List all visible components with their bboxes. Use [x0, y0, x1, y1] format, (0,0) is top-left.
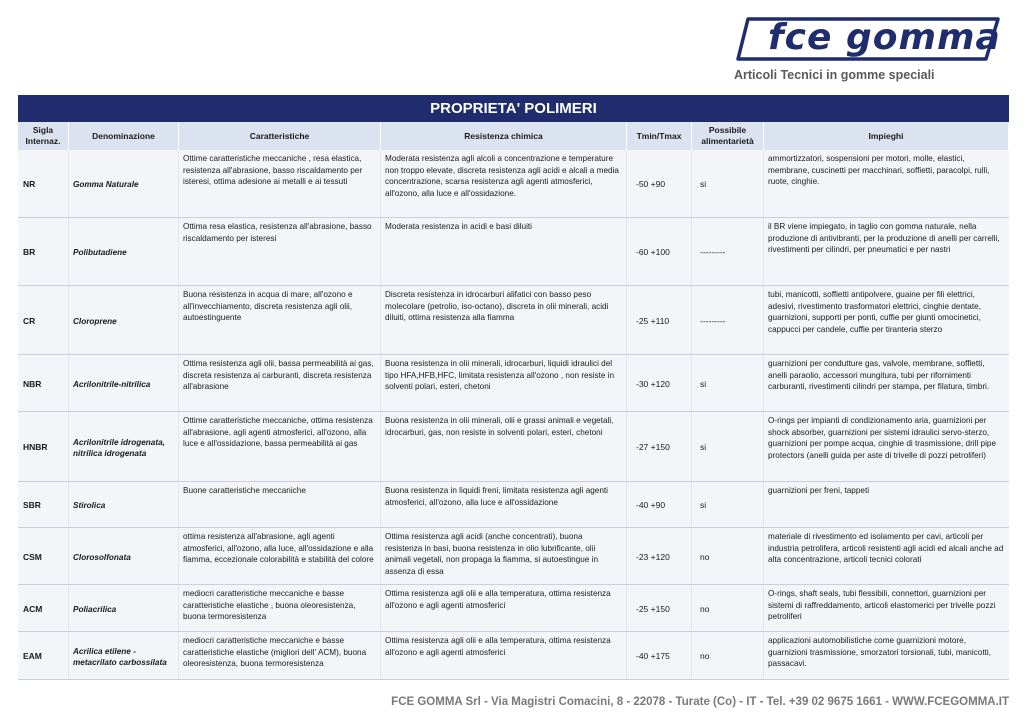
resistenza-cell: Buona resistenza in olii minerali, olii e grassi animali e vegetali, idrocarburi, gas, non resiste in solventi polari, esteri, chetoni	[381, 412, 627, 481]
impieghi-cell: guarnizioni per freni, tappeti	[768, 486, 870, 495]
resistenza-cell: Buona resistenza in olii minerali, idrocarburi, liquidi idraulici del tipo HFA,HFB,HFC, limitata resistenza all'ozono , non resiste in solventi polari, esteri, chetoni	[381, 355, 627, 411]
column-header: Denominazione	[69, 122, 179, 150]
column-header: Tmin/Tmax	[627, 122, 692, 150]
impieghi-cell: O-rings per impianti di condizionamento aria, guarnizioni per shock absorber, guarnizioni per sistemi idraulici servo-sterzo, guarnizioni per pompe acqua, cinghie di trasmissione, drill pipe protectors (anelli guida per aste di trivelle di pozzi petroliferi)	[768, 416, 997, 460]
temp-cell: -25 +150	[627, 585, 692, 631]
denominazione-cell: Acrilonitrile-nitrilica	[69, 355, 179, 411]
caratteristiche-cell: ottima resistenza all'abrasione, agli agenti atmosferici, all'ozono, alla luce, all'ossidazione e alla fiamma, eccezionale colorabilità e stabilità del colore	[179, 528, 381, 584]
caratteristiche-cell: Ottima resistenza agli olii, bassa permeabilità ai gas, discreta resistenza ai carburanti, discreta resistenza all'abrasione	[179, 355, 381, 411]
table-row	[18, 286, 1009, 355]
resistenza-cell: Ottima resistenza agli olii e alla temperatura, ottima resistenza all'ozono e agli agenti atmosferici	[381, 632, 627, 679]
impieghi-cell: guarnizioni per condutture gas, valvole, membrane, soffietti, anelli paraolio, accessori mungitura, tubi per rifornimenti carburanti, rivestimenti cilindri per stampa, per filatura, timbri.	[768, 359, 990, 391]
resistenza-cell: Moderata resistenza agli alcoli a concentrazione e temperature non troppo elevate, discreta resistenza agli acidi e alcali a media concentrazione, scarsa resistenza agli agenti atmosferici, all'ozono, alla luce e all'ossidazione.	[381, 150, 627, 217]
temp-cell: -27 +150	[627, 412, 692, 481]
sigla-cell: HNBR	[18, 412, 69, 481]
table-header	[18, 122, 1009, 150]
column-header: Impieghi	[764, 122, 1009, 150]
denominazione-cell: Gomma Naturale	[69, 150, 179, 217]
page-title: PROPRIETA' POLIMERI	[18, 95, 1009, 122]
resistenza-cell: Discreta resistenza in idrocarburi alifatici con basso peso molecolare (petrolio, iso-octano), discreta in olii minerali, acidi diluiti, ottima resistenza alla fiamma	[381, 286, 627, 354]
table-row	[18, 585, 1009, 632]
caratteristiche-cell: Ottime caratteristiche meccaniche, ottima resistenza all'abrasione, agli agenti atmosferici, all'ozono, alla luce e all'ossidazione, bassa permeabilità ai gas	[179, 412, 381, 481]
company-logo	[734, 16, 1004, 86]
sigla-cell: BR	[18, 218, 69, 285]
sigla-cell: CSM	[18, 528, 69, 584]
temp-cell: -40 +175	[627, 632, 692, 679]
temp-cell: -50 +90	[627, 150, 692, 217]
caratteristiche-cell: mediocri caratteristiche meccaniche e basse caratteristiche elastiche , buona oleoresistenza, buona termoresistenza	[179, 585, 381, 631]
alimentarieta-cell: ---------	[692, 218, 764, 285]
temp-cell: -25 +110	[627, 286, 692, 354]
table-row	[18, 355, 1009, 412]
alimentarieta-cell: no	[692, 632, 764, 679]
sigla-cell: EAM	[18, 632, 69, 679]
impieghi-cell: materiale di rivestimento ed isolamento per cavi, articoli per industria petrolifera, articoli resistenti agli acidi ed alcali anche ad alta concentrazione, articoli tecnici colorati	[768, 532, 1004, 564]
sigla-cell: SBR	[18, 482, 69, 527]
column-header: Caratteristiche	[179, 122, 381, 150]
impieghi-cell: O-rings, shaft seals, tubi flessibili, connettori, guarnizioni per sistemi di raffreddamento, articoli elastomerici per trivelle pozzi petroliferi	[768, 589, 996, 621]
sigla-cell: NR	[18, 150, 69, 217]
temp-cell: -23 +120	[627, 528, 692, 584]
temp-cell: -40 +90	[627, 482, 692, 527]
sigla-cell: CR	[18, 286, 69, 354]
column-header: Sigla Internaz.	[18, 122, 69, 150]
caratteristiche-cell: mediocri caratteristiche meccaniche e basse caratteristiche elastiche (migliori dell' ACM), buona oleoresistenza, buona termoresistenza	[179, 632, 381, 679]
resistenza-cell: Moderata resistenza in acidi e basi diluiti	[381, 218, 627, 285]
table-row	[18, 528, 1009, 585]
caratteristiche-cell: Buone caratteristiche meccaniche	[179, 482, 381, 527]
denominazione-cell: Clorosolfonata	[69, 528, 179, 584]
logo-text: fce gomma	[768, 17, 1001, 58]
alimentarieta-cell: si	[692, 412, 764, 481]
column-header: Resistenza chimica	[381, 122, 627, 150]
footer-contact: FCE GOMMA Srl - Via Magistri Comacini, 8 - 22078 - Turate (Co) - IT - Tel. +39 02 9675 1661 - WWW.FCEGOMMA.IT	[391, 696, 1009, 708]
denominazione-cell: Cloroprene	[69, 286, 179, 354]
table-row	[18, 218, 1009, 286]
resistenza-cell: Buona resistenza in liquidi freni, limitata resistenza agli agenti atmosferici, all'ozono, alla luce e all'ossidazione	[381, 482, 627, 527]
alimentarieta-cell: no	[692, 528, 764, 584]
table-row	[18, 632, 1009, 680]
impieghi-cell: ammortizzatori, sospensioni per motori, molle, elastici, membrane, cuscinetti per macchinari, soffietti, paracolpi, rulli, ruote, cinghie.	[768, 154, 990, 186]
denominazione-cell: Acrilica etilene - metacrilato carbossilata	[69, 632, 179, 679]
table-row	[18, 482, 1009, 528]
temp-cell: -30 +120	[627, 355, 692, 411]
polymer-table	[18, 122, 1009, 680]
alimentarieta-cell: si	[692, 150, 764, 217]
table-row	[18, 150, 1009, 218]
alimentarieta-cell: ---------	[692, 286, 764, 354]
table-body	[18, 150, 1009, 680]
column-header: Possibile alimentarietà	[692, 122, 764, 150]
sigla-cell: NBR	[18, 355, 69, 411]
denominazione-cell: Acrilonitrile idrogenata, nitrilica idrogenata	[69, 412, 179, 481]
table-row	[18, 412, 1009, 482]
resistenza-cell: Ottima resistenza agli olii e alla temperatura, ottima resistenza all'ozono e agli agenti atmosferici	[381, 585, 627, 631]
impieghi-cell: applicazioni automobilistiche come guarnizioni motore, guarnizioni trasmissione, smorzatori torsionali, tubi, manicotti, passacavi.	[768, 636, 991, 668]
impieghi-cell: il BR viene impiegato, in taglio con gomma naturale, nella produzione di antivibranti, per la produzione di anelli per carrelli, rivestimenti per cilindri, per pneumatici e per nastri	[768, 222, 1000, 254]
alimentarieta-cell: no	[692, 585, 764, 631]
denominazione-cell: Stirolica	[69, 482, 179, 527]
denominazione-cell: Polibutadiene	[69, 218, 179, 285]
impieghi-cell: tubi, manicotti, soffietti antipolvere, guaine per fili elettrici, adesivi, rivestimento trasformatori elettrici, cinghie dentate, guarnizioni, supporti per ponti, cuffie per giunti omocinetici, cappucci per candele, cuffie per tiranteria sterzo	[768, 290, 981, 334]
temp-cell: -60 +100	[627, 218, 692, 285]
caratteristiche-cell: Ottime caratteristiche meccaniche , resa elastica, resistenza all'abrasione, basso riscaldamento per isteresi, ottima adesione ai metalli e ai tessuti	[179, 150, 381, 217]
sigla-cell: ACM	[18, 585, 69, 631]
resistenza-cell: Ottima resistenza agli acidi (anche concentrati), buona resistenza in basi, buona resistenza in olio lubrificante, olii animali vegetali, non propaga la fiamma, si autoestingue in assenza di essa	[381, 528, 627, 584]
tagline: Articoli Tecnici in gomme speciali	[734, 68, 935, 82]
alimentarieta-cell: si	[692, 355, 764, 411]
caratteristiche-cell: Buona resistenza in acqua di mare, all'ozono e all'invecchiamento, discreta resistenza agli olii, autoestinguente	[179, 286, 381, 354]
denominazione-cell: Poliacrilica	[69, 585, 179, 631]
caratteristiche-cell: Ottima resa elastica, resistenza all'abrasione, basso riscaldamento per isteresi	[179, 218, 381, 285]
alimentarieta-cell: si	[692, 482, 764, 527]
